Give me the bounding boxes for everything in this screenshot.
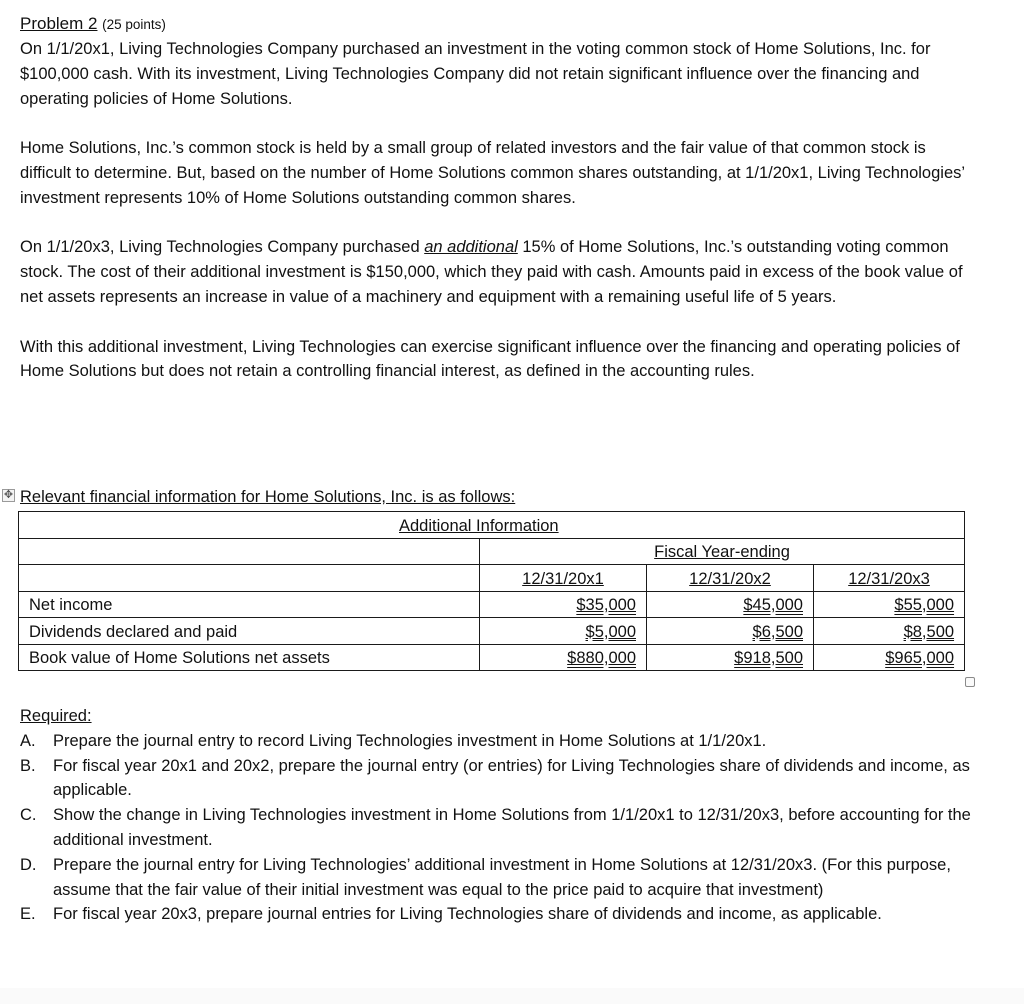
problem-heading [20, 12, 980, 37]
list-item [20, 902, 980, 927]
row-label-dividends: Dividends declared and paid [19, 618, 480, 645]
cell-value [480, 591, 647, 618]
paragraph-ownership: Home Solutions, Inc.’s common stock is held by a small group of related investors and the fair value of that common stock is difficult to determine. But, based on the number of Home Solutions common shares outstanding, at 1/1/20x1, Living Technologies’ investment represents 10% of Home Solutions outstanding common shares. [20, 139, 965, 207]
cell-value [647, 591, 814, 618]
paragraph-additional-investment-start: On 1/1/20x3, Living Technologies Company purchased [20, 238, 425, 257]
paragraph-additional-investment [20, 235, 980, 309]
list-marker: E. [20, 905, 36, 924]
table-subheader-fiscal-year-ending: Fiscal Year-ending [654, 543, 790, 561]
table-subheader-cell [480, 538, 965, 565]
cell-value [480, 644, 647, 671]
paragraph-initial-investment: On 1/1/20x1, Living Technologies Company purchased an investment in the voting common stock of Home Solutions, Inc. for $100,000 cash. With its investment, Living Technologies Company did not retain significant influence over the financing and operating policies of Home Solutions. [20, 40, 931, 108]
financial-info-table [18, 511, 965, 671]
list-item-text: Prepare the journal entry for Living Technologies’ additional investment in Home Solutions at 12/31/20x3. (For this purpose, assume that the fair value of their initial investment was equal to the price paid to acquire that investment) [53, 855, 951, 899]
net-income-20x3: $55,000 [894, 596, 955, 614]
table-row [19, 618, 965, 645]
table-header-row [19, 512, 965, 539]
page-bottom-margin [0, 988, 1024, 1004]
problem-points: (25 points) [102, 17, 166, 32]
row-label-net-income: Net income [19, 591, 480, 618]
dividends-20x1: $5,000 [585, 622, 636, 641]
cell-value [814, 618, 965, 645]
paragraph-additional-investment-rest: 15% of Home Solutions, Inc.’s outstanding voting common stock. The cost of their additional investment is $150,000, which they paid with cash. Amounts paid in excess of the book value of net assets represents an increase in value of a machinery and equipment with a remaining useful life of 5 years. [20, 238, 963, 306]
document-body [20, 12, 980, 409]
problem-title: Problem 2 [20, 14, 98, 33]
column-header-label: 12/31/20x2 [689, 569, 771, 588]
cell-value [647, 644, 814, 671]
table-row [19, 644, 965, 671]
column-header-20x1 [480, 565, 647, 592]
list-marker: A. [20, 731, 36, 750]
list-item [20, 754, 980, 804]
table-empty-cell [19, 538, 480, 565]
list-item [20, 729, 980, 754]
list-item-text: Show the change in Living Technologies investment in Home Solutions from 1/1/20x1 to 12/31/20x3, before accounting for the additional investment. [53, 806, 971, 849]
emphasis-an-additional: an additional [424, 238, 518, 257]
required-section [20, 704, 980, 927]
column-header-20x3 [814, 565, 965, 592]
dividends-20x3: $8,500 [903, 622, 955, 641]
table-resize-handle[interactable] [965, 677, 975, 687]
column-header-20x2 [647, 565, 814, 592]
table-caption: Relevant financial information for Home Solutions, Inc. is as follows: [20, 488, 516, 506]
list-item-text: Prepare the journal entry to record Living Technologies investment in Home Solutions at 1/1/20x1. [53, 731, 767, 750]
move-arrows-icon[interactable]: ✥ [3, 489, 14, 501]
net-income-20x2: $45,000 [743, 596, 803, 614]
table-empty-cell [19, 565, 480, 592]
list-item-text: For fiscal year 20x1 and 20x2, prepare the journal entry (or entries) for Living Technologies share of dividends and income, as applicable. [53, 756, 970, 800]
table-column-header-row [19, 565, 965, 592]
list-item [20, 853, 980, 903]
book-value-20x2: $918,500 [734, 649, 803, 667]
list-marker: C. [20, 806, 37, 825]
dividends-20x2: $6,500 [752, 622, 803, 641]
required-list [20, 729, 980, 927]
cell-value [814, 591, 965, 618]
row-label-book-value: Book value of Home Solutions net assets [19, 644, 480, 671]
book-value-20x1: $880,000 [567, 649, 636, 667]
list-marker: B. [20, 756, 36, 775]
table-header-additional-information: Additional Information [399, 516, 559, 535]
column-header-label: 12/31/20x1 [522, 569, 604, 588]
table-header-cell [19, 512, 965, 539]
column-header-label: 12/31/20x3 [848, 569, 930, 588]
book-value-20x3: $965,000 [885, 649, 955, 667]
cell-value [480, 618, 647, 645]
table-row [19, 591, 965, 618]
list-item [20, 803, 980, 853]
net-income-20x1: $35,000 [576, 596, 636, 614]
table-subheader-row [19, 538, 965, 565]
required-title: Required: [20, 707, 92, 725]
paragraph-significant-influence: With this additional investment, Living Technologies can exercise significant influence over the financing and operating policies of Home Solutions but does not retain a controlling financial interest, as defined in the accounting rules. [20, 337, 960, 381]
list-marker: D. [20, 855, 37, 874]
cell-value [647, 618, 814, 645]
cell-value [814, 644, 965, 671]
list-item-text: For fiscal year 20x3, prepare journal entries for Living Technologies share of dividends and income, as applicable. [53, 905, 882, 924]
